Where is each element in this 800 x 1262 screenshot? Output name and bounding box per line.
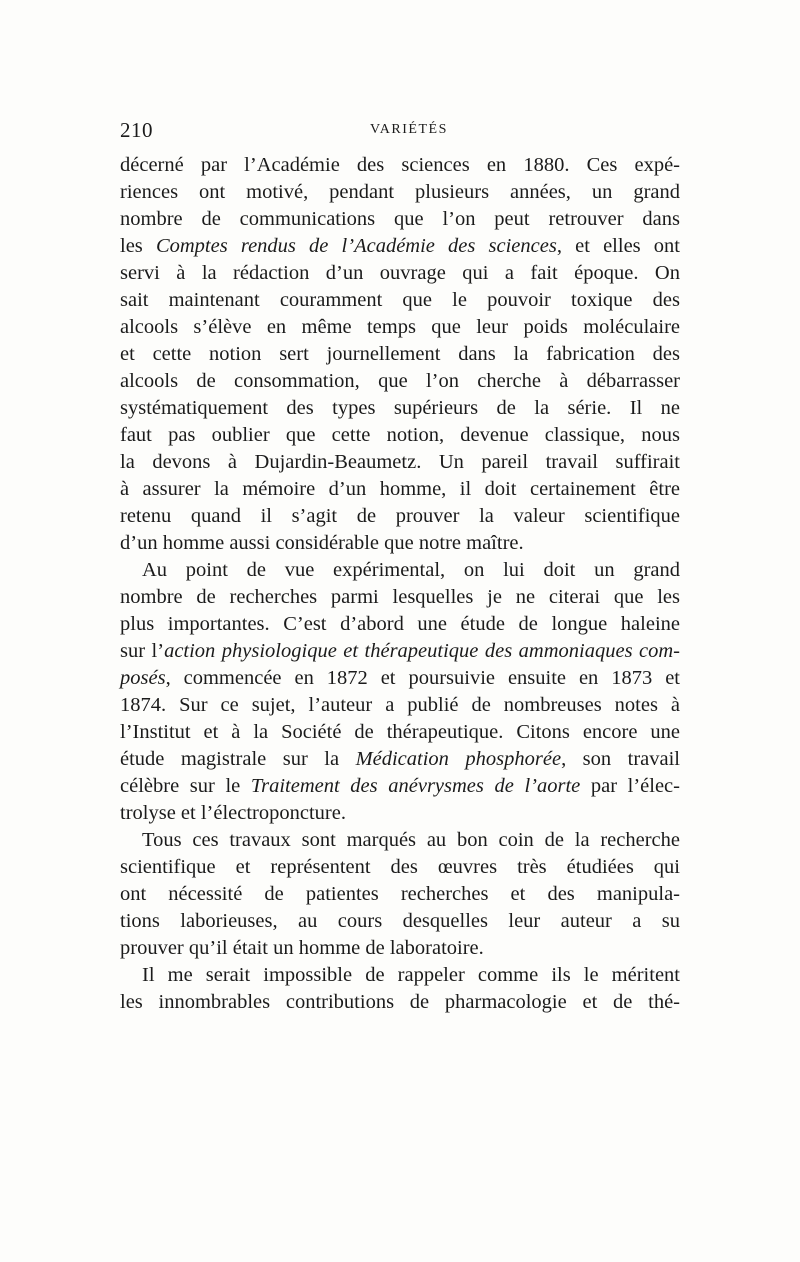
page-number: 210 bbox=[120, 118, 153, 142]
text-line bbox=[120, 908, 680, 935]
text-run: nombre de communications que l’on peut retrouver dans bbox=[120, 208, 680, 230]
text-line bbox=[120, 422, 680, 449]
text-line bbox=[120, 881, 680, 908]
italic-title: Comptes rendus de l’Académie des sciences bbox=[155, 235, 557, 257]
text-line bbox=[120, 557, 680, 584]
text-run: les bbox=[120, 235, 156, 257]
text-line bbox=[120, 935, 680, 962]
text-run: les innombrables contributions de pharmacologie et de thé- bbox=[120, 991, 680, 1013]
text-run: retenu quand il s’agit de prouver la valeur scientifique bbox=[120, 505, 680, 527]
text-line bbox=[120, 638, 680, 665]
text-run: célèbre sur le bbox=[120, 775, 251, 797]
text-line bbox=[120, 260, 680, 287]
text-run: à assurer la mémoire d’un homme, il doit certainement être bbox=[120, 478, 680, 500]
text-run: servi à la rédaction d’un ouvrage qui a fait époque. On bbox=[120, 262, 680, 284]
text-run: l’Institut et à la Société de thérapeutique. Citons encore une bbox=[120, 721, 680, 743]
text-line bbox=[120, 827, 680, 854]
text-run: Il me serait impossible de rappeler comme ils le méritent bbox=[142, 964, 680, 986]
text-line bbox=[120, 179, 680, 206]
text-run: d’un homme aussi considérable que notre maître. bbox=[120, 532, 524, 554]
text-line bbox=[120, 530, 680, 557]
text-run: nombre de recherches parmi lesquelles je ne citerai que les bbox=[120, 586, 680, 608]
text-line bbox=[120, 233, 680, 260]
text-line bbox=[120, 341, 680, 368]
text-run: et cette notion sert journellement dans la fabrication des bbox=[120, 343, 680, 365]
text-run: sait maintenant couramment que le pouvoir toxique des bbox=[120, 289, 680, 311]
text-run: étude magistrale sur la bbox=[120, 748, 356, 770]
text-line bbox=[120, 368, 680, 395]
text-line bbox=[120, 503, 680, 530]
running-head: VARIÉTÉS bbox=[370, 122, 448, 137]
text-line bbox=[120, 854, 680, 881]
italic-title: posés bbox=[120, 667, 166, 689]
text-run: systématiquement des types supérieurs de la série. Il ne bbox=[120, 397, 680, 419]
text-run: Tous ces travaux sont marqués au bon coin de la recherche bbox=[142, 829, 680, 851]
text-run: alcools de consommation, que l’on cherche à débarrasser bbox=[120, 370, 680, 392]
text-run: décerné par l’Académie des sciences en 1880. Ces expé- bbox=[120, 154, 680, 176]
text-line bbox=[120, 476, 680, 503]
text-line bbox=[120, 584, 680, 611]
italic-title: Traitement des anévrysmes de l’aorte bbox=[250, 775, 581, 797]
text-line bbox=[120, 989, 680, 1016]
text-line bbox=[120, 611, 680, 638]
text-line bbox=[120, 395, 680, 422]
text-run: prouver qu’il était un homme de laboratoire. bbox=[120, 937, 484, 959]
text-line bbox=[120, 962, 680, 989]
italic-title: Médication phosphorée bbox=[355, 748, 562, 770]
page-header bbox=[120, 118, 680, 148]
text-line bbox=[120, 152, 680, 179]
text-run: plus importantes. C’est d’abord une étude de longue haleine bbox=[120, 613, 680, 635]
text-line bbox=[120, 287, 680, 314]
text-run: la devons à Dujardin-Beaumetz. Un pareil travail suffirait bbox=[120, 451, 680, 473]
text-run: riences ont motivé, pendant plusieurs années, un grand bbox=[120, 181, 680, 203]
text-line bbox=[120, 746, 680, 773]
text-run: , commencée en 1872 et poursuivie ensuite en 1873 et bbox=[165, 667, 680, 689]
text-run: tions laborieuses, au cours desquelles leur auteur a su bbox=[120, 910, 680, 932]
text-run: trolyse et l’électroponcture. bbox=[120, 802, 346, 824]
text-line bbox=[120, 773, 680, 800]
text-line bbox=[120, 665, 680, 692]
text-run: Au point de vue expérimental, on lui doit un grand bbox=[142, 559, 680, 581]
text-line bbox=[120, 449, 680, 476]
text-run: sur l’ bbox=[120, 640, 165, 662]
italic-title: action physiologique et thérapeutique des ammoniaques com- bbox=[164, 640, 680, 662]
text-run: par l’élec- bbox=[580, 775, 680, 797]
text-line bbox=[120, 692, 680, 719]
text-line bbox=[120, 314, 680, 341]
body-text bbox=[120, 152, 680, 1016]
text-line bbox=[120, 719, 680, 746]
text-run: , son travail bbox=[561, 748, 680, 770]
text-line bbox=[120, 206, 680, 233]
text-run: scientifique et représentent des œuvres très étudiées qui bbox=[120, 856, 680, 878]
text-run: faut pas oublier que cette notion, devenue classique, nous bbox=[120, 424, 680, 446]
text-run: alcools s’élève en même temps que leur poids moléculaire bbox=[120, 316, 680, 338]
text-run: , et elles ont bbox=[556, 235, 680, 257]
text-run: ont nécessité de patientes recherches et des manipula- bbox=[120, 883, 680, 905]
text-line bbox=[120, 800, 680, 827]
text-run: 1874. Sur ce sujet, l’auteur a publié de nombreuses notes à bbox=[120, 694, 680, 716]
